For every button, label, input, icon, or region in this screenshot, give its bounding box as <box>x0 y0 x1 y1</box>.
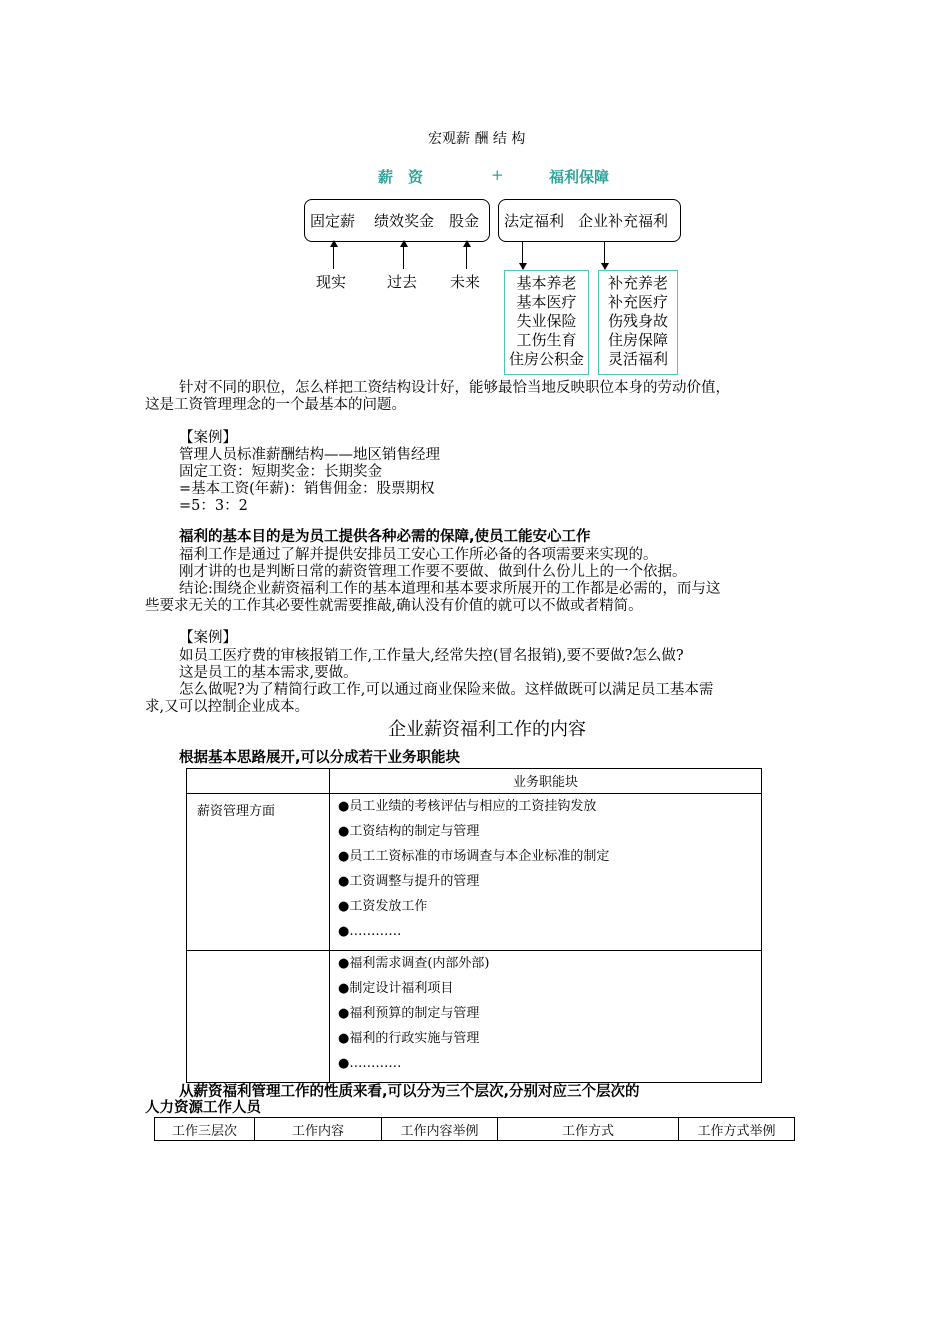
welfare-heading: 福利的基本目的是为员工提供各种必需的保障,使员工能安心工作 <box>179 529 591 545</box>
list-item: ●福利的行政实施与管理 <box>338 1031 480 1046</box>
supplementary-item: 灵活福利 <box>607 350 668 368</box>
diagram-title: 宏观薪 酬 结 构 <box>428 131 526 147</box>
table-header: 业务职能块 <box>330 769 762 794</box>
statutory-list <box>504 270 589 375</box>
case2-line: 这是员工的基本需求,要做。 <box>179 665 358 681</box>
levels-heading: 人力资源工作人员 <box>145 1100 261 1116</box>
statutory-item: 基本养老 <box>516 274 577 292</box>
case1-line: =5：3：2 <box>179 498 248 514</box>
arrow-supplementary <box>604 241 605 269</box>
salary-item-bonus: 绩效奖金 <box>374 212 435 230</box>
levels-heading: 从薪资福利管理工作的性质来看,可以分为三个层次,分别对应三个层次的 <box>179 1084 640 1100</box>
functions-table <box>186 768 762 1083</box>
section-subheading: 根据基本思路展开,可以分成若干业务职能块 <box>179 750 461 766</box>
case1-line: 固定工资：短期奖金：长期奖金 <box>179 464 382 480</box>
case1-line: 管理人员标准薪酬结构——地区销售经理 <box>179 447 440 463</box>
supplementary-item: 伤残身故 <box>607 312 668 330</box>
welfare-line: 结论:围绕企业薪资福利工作的基本道理和基本要求所展开的工作都是必需的，而与这 <box>179 581 721 597</box>
welfare-line: 刚才讲的也是判断日常的薪资管理工作要不要做、做到什么份儿上的一个依据。 <box>179 564 687 580</box>
column-header: 工作方式举例 <box>679 1118 795 1141</box>
table-header-empty <box>187 769 330 794</box>
table-header-row <box>155 1118 795 1141</box>
statutory-item: 工伤生育 <box>516 331 577 349</box>
section-title: 企业薪资福利工作的内容 <box>388 719 586 740</box>
salary-header: 薪 资 <box>378 168 424 186</box>
supplementary-item: 补充养老 <box>607 274 668 292</box>
group-label: 薪资管理方面 <box>187 794 330 951</box>
case1-line: =基本工资(年薪)：销售佣金：股票期权 <box>179 481 435 497</box>
statutory-item: 基本医疗 <box>516 293 577 311</box>
list-item: ●工资调整与提升的管理 <box>338 874 480 889</box>
column-header: 工作内容举例 <box>382 1118 498 1141</box>
list-item: ●工资结构的制定与管理 <box>338 824 480 839</box>
list-item: ●员工业绩的考核评估与相应的工资挂钩发放 <box>338 799 597 814</box>
group-items <box>330 951 762 1083</box>
group-items <box>330 794 762 951</box>
case2-line: 求,又可以控制企业成本。 <box>145 699 310 715</box>
list-item: ●福利预算的制定与管理 <box>338 1006 480 1021</box>
supplementary-item: 补充医疗 <box>607 293 668 311</box>
salary-item-fixed: 固定薪 <box>310 212 356 230</box>
list-item: ●福利需求调查(内部外部) <box>338 956 490 971</box>
statutory-item: 住房公积金 <box>508 350 584 368</box>
welfare-line: 福利工作是通过了解并提供安排员工安心工作所必备的各项需要来实现的。 <box>179 547 658 563</box>
column-header: 工作方式 <box>498 1118 679 1141</box>
case2-heading: 【案例】 <box>179 630 237 646</box>
list-item: ●员工工资标准的市场调查与本企业标准的制定 <box>338 849 610 864</box>
group-label <box>187 951 330 1083</box>
list-item: ●工资发放工作 <box>338 899 428 914</box>
list-item: ●………… <box>338 1056 402 1071</box>
statutory-item: 失业保险 <box>516 312 577 330</box>
arrow-statutory <box>522 241 523 269</box>
column-header: 工作三层次 <box>155 1118 255 1141</box>
supplementary-list <box>598 270 678 375</box>
welfare-line: 些要求无关的工作其必要性就需要推敲,确认没有价值的就可以不做或者精简。 <box>145 598 643 614</box>
table-header-row <box>187 769 762 794</box>
case2-line: 如员工医疗费的审核报销工作,工作量大,经常失控(冒名报销),要不要做?怎么做? <box>179 648 684 664</box>
time-label-future: 未来 <box>450 273 481 291</box>
levels-table <box>154 1117 795 1141</box>
welfare-header: 福利保障 <box>549 168 610 186</box>
arrow-past <box>403 241 404 269</box>
case2-line: 怎么做呢?为了精简行政工作,可以通过商业保险来做。这样做既可以满足员工基本需 <box>179 682 714 698</box>
arrow-present <box>333 241 334 269</box>
arrow-future <box>466 241 467 269</box>
table-row <box>187 951 762 1083</box>
time-label-past: 过去 <box>387 273 418 291</box>
list-item: ●………… <box>338 924 402 939</box>
table-row <box>187 794 762 951</box>
welfare-item-statutory: 法定福利 <box>504 212 565 230</box>
intro-line: 这是工资管理理念的一个最基本的问题。 <box>145 397 406 413</box>
intro-line: 针对不同的职位，怎么样把工资结构设计好，能够最恰当地反映职位本身的劳动价值， <box>179 380 730 396</box>
time-label-present: 现实 <box>316 273 347 291</box>
case1-heading: 【案例】 <box>179 430 237 446</box>
welfare-item-supplementary: 企业补充福利 <box>578 212 669 230</box>
list-item: ●制定设计福利项目 <box>338 981 454 996</box>
supplementary-item: 住房保障 <box>607 331 668 349</box>
salary-item-equity: 股金 <box>449 212 480 230</box>
plus-sign: + <box>491 166 504 184</box>
column-header: 工作内容 <box>255 1118 382 1141</box>
